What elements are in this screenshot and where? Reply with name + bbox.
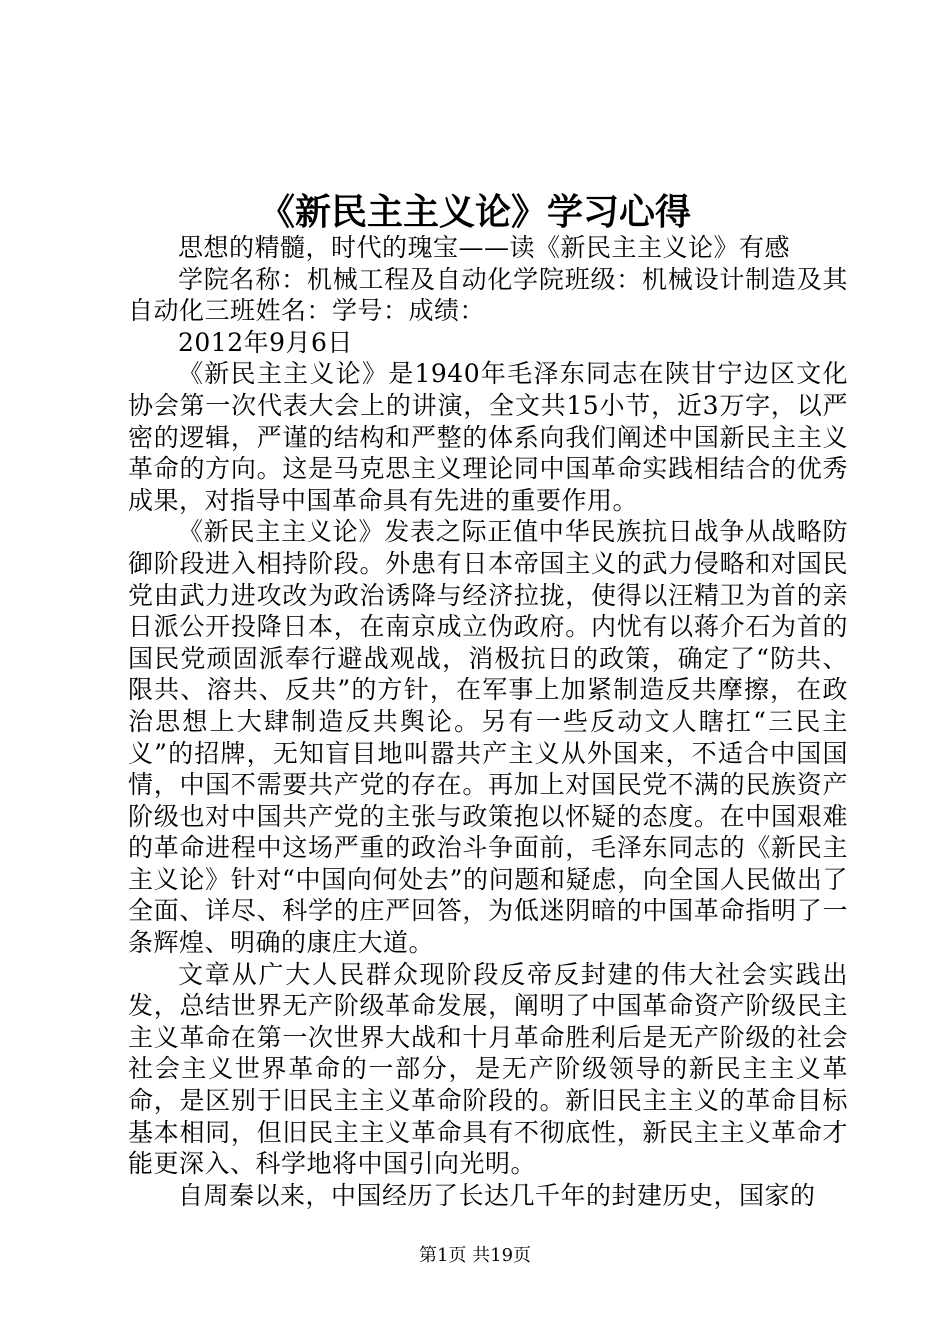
document-title: 《新民主主义论》学习心得	[258, 191, 691, 233]
document-body	[128, 232, 848, 1211]
body-paragraph: 《新民主主义论》是1940年毛泽东同志在陕甘宁边区文化协会第一次代表大会上的讲演，全文共15小节，近3万字，以严密的逻辑，严谨的结构和严整的体系向我们阐述中国新民主主义革命的方向。这是马克思主义理论同中国革命实践相结合的优秀成果，对指导中国革命具有先进的重要作用。	[128, 359, 848, 515]
body-paragraph: 《新民主主义论》发表之际正值中华民族抗日战争从战略防御阶段进入相持阶段。外患有日本帝国主义的武力侵略和对国民党由武力进攻改为政治诱降与经济拉拢，使得以汪精卫为首的亲日派公开投降日本，在南京成立伪政府。内忧有以蒋介石为首的国民党顽固派奉行避战观战，消极抗日的政策，确定了“防共、限共、溶共、反共”的方针，在军事上加紧制造反共摩擦，在政治思想上大肆制造反共舆论。另有一些反动文人瞎扛“三民主义”的招牌，无知盲目地叫嚣共产主义从外国来，不适合中国国情，中国不需要共产党的存在。再加上对国民党不满的民族资产阶级也对中国共产党的主张与政策抱以怀疑的态度。在中国艰难的革命进程中这场严重的政治斗争面前，毛泽东同志的《新民主主义论》针对“中国向何处去”的问题和疑虑，向全国人民做出了全面、详尽、科学的庄严回答，为低迷阴暗的中国革命指明了一条辉煌、明确的康庄大道。	[128, 517, 848, 958]
author-info-paragraph: 学院名称：机械工程及自动化学院班级：机械设计制造及其自动化三班姓名：学号：成绩：	[128, 264, 848, 326]
body-paragraph: 文章从广大人民群众现阶段反帝反封建的伟大社会实践出发，总结世界无产阶级革命发展，阐明了中国革命资产阶级民主主义革命在第一次世界大战和十月革命胜利后是无产阶级的社会社会主义世界革命的一部分，是无产阶级领导的新民主主义革命，是区别于旧民主主义革命阶段的。新旧民主主义的革命目标基本相同，但旧民主主义革命具有不彻底性，新民主主义革命才能更深入、科学地将中国引向光明。	[128, 959, 848, 1179]
page-footer: 第1页 共19页	[418, 1245, 532, 1266]
body-paragraph: 自周秦以来，中国经历了长达几千年的封建历史，国家的	[178, 1180, 816, 1210]
subtitle-paragraph: 思想的精髓，时代的瑰宝——读《新民主主义论》有感	[178, 233, 791, 262]
date-paragraph: 2012年9月6日	[178, 327, 353, 357]
